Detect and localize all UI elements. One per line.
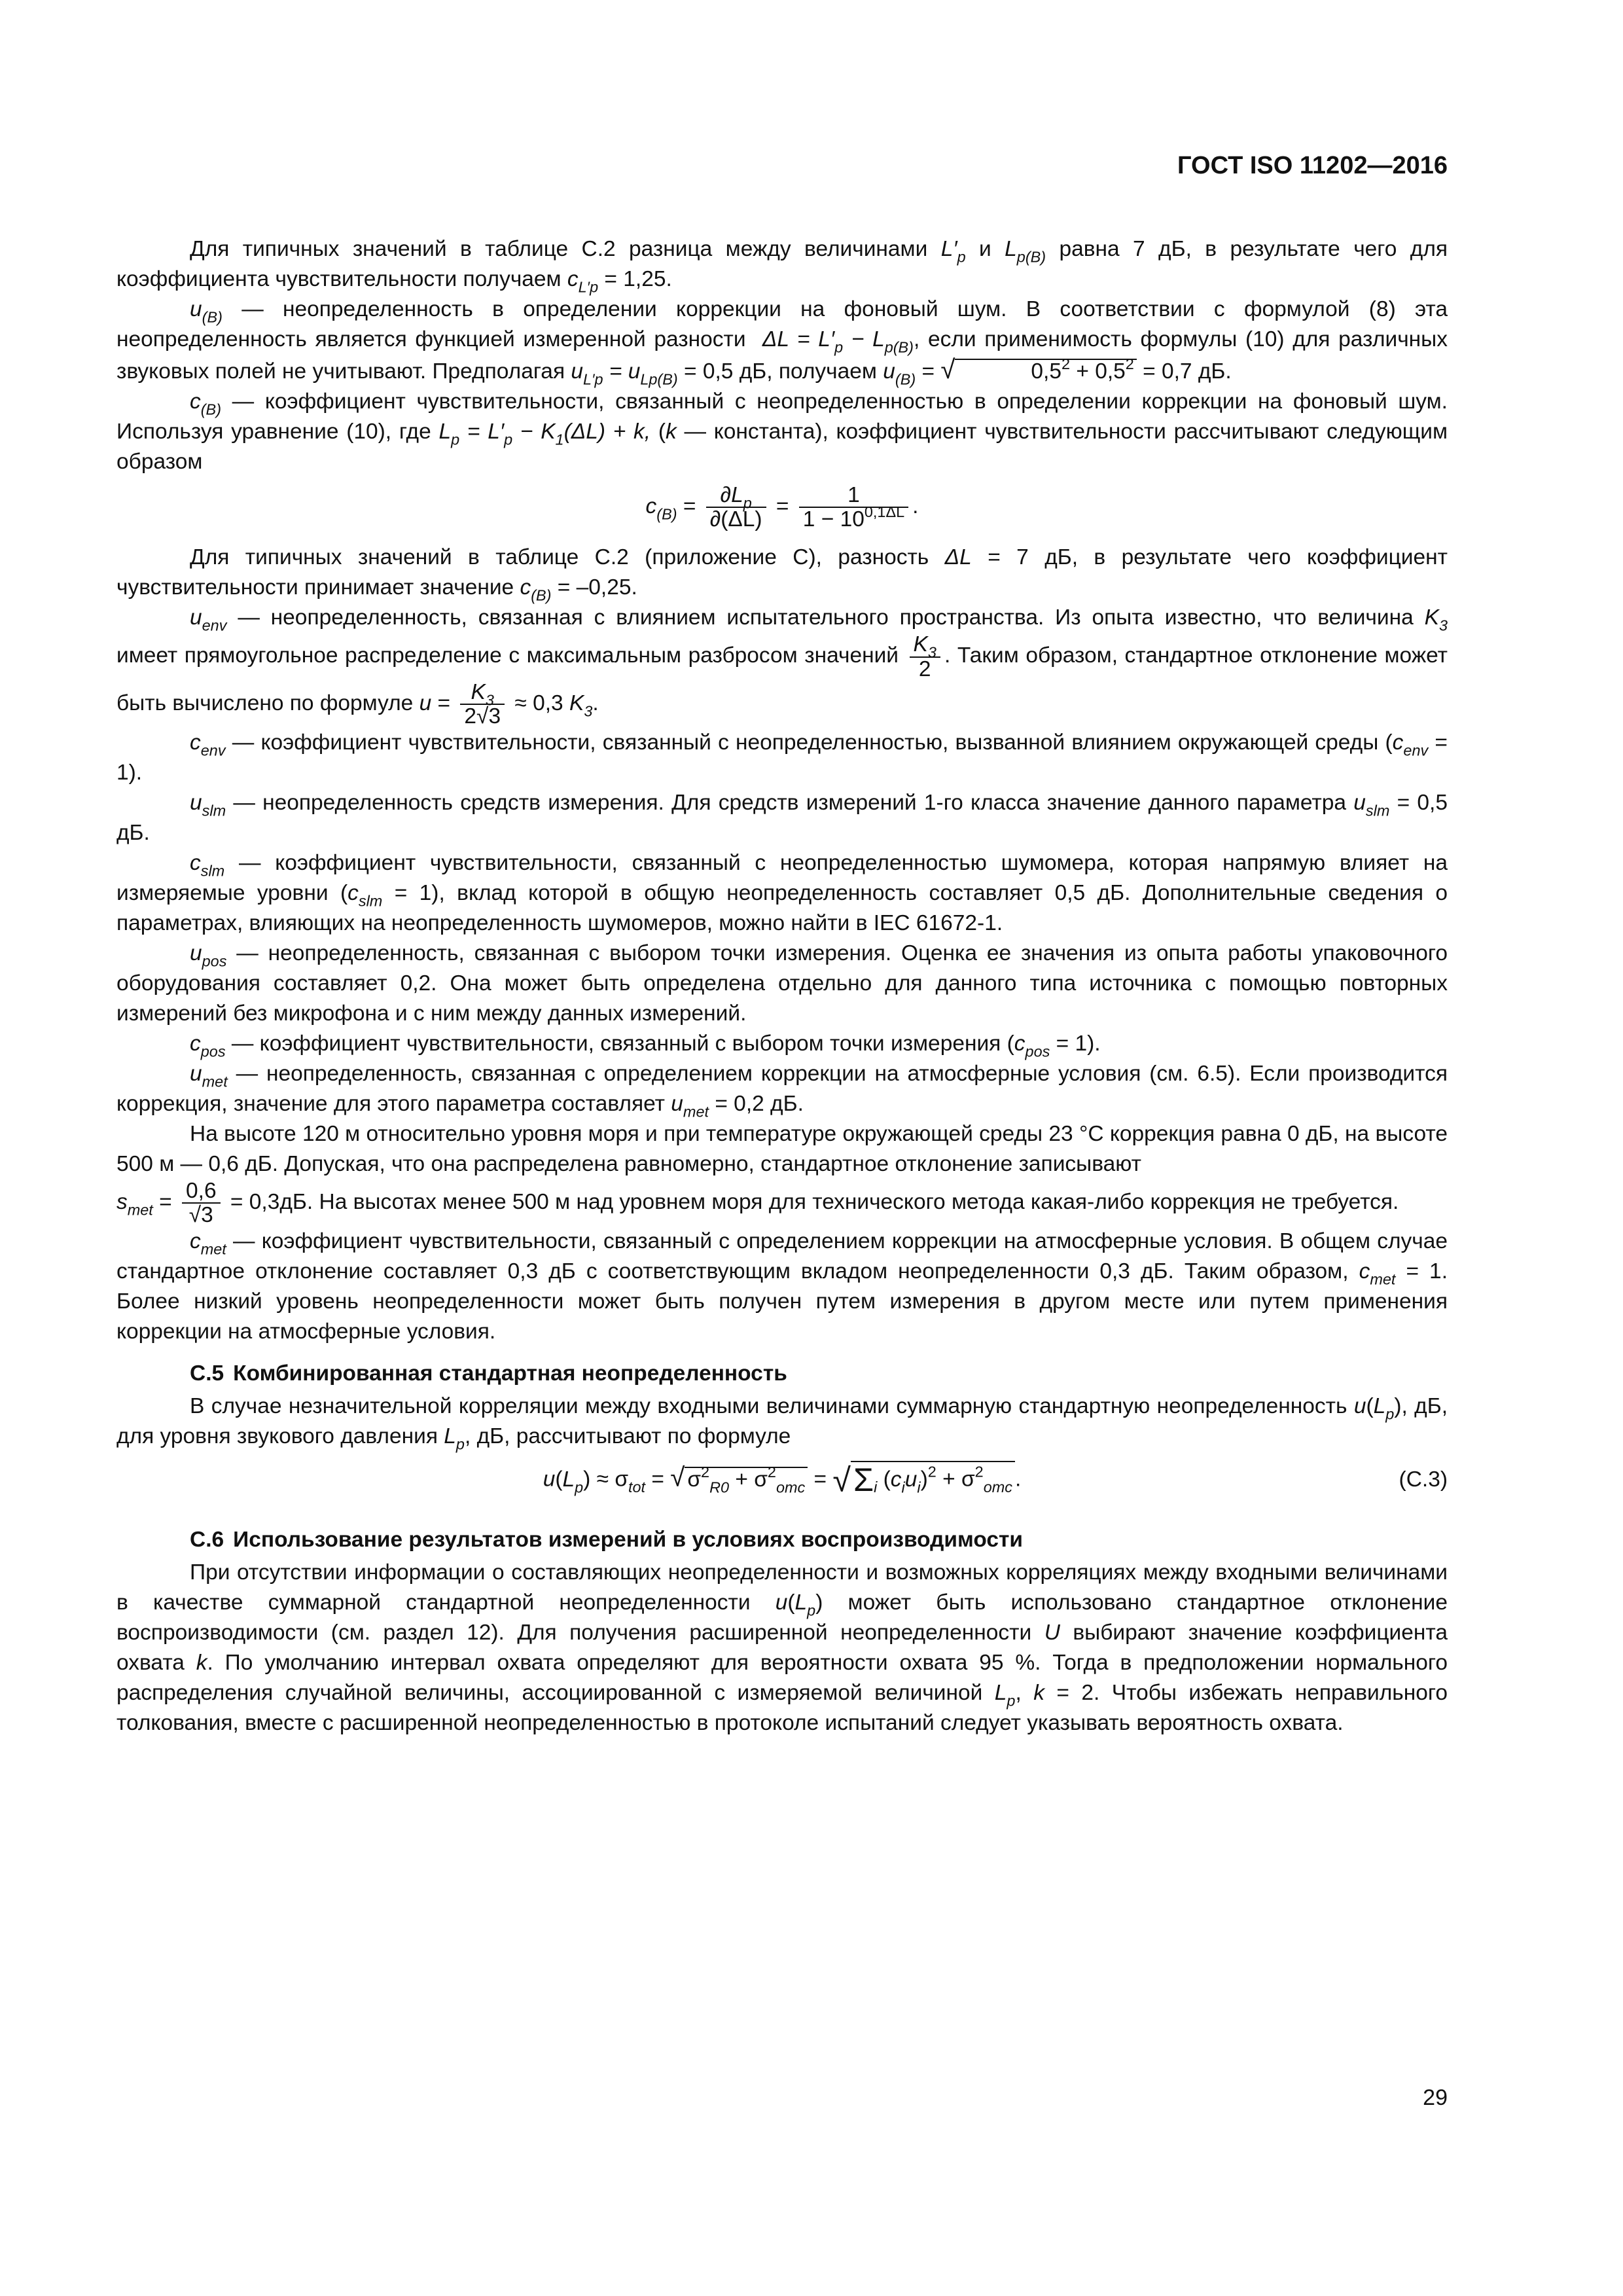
paragraph-c5: В случае незначительной корреляции между входными величинами суммарную стандартную неопределенность $u(L_p)$, дБ, для уровня звукового давления $L_p$, дБ, рассчитывают по формуле xyxy=(116,1394,1448,1453)
equation-c-b: $c_{(B)}$ = $\frac{\partial L_p}{\partial(\Delta L)}$ = $\frac{1}{1 - 10^{0,1\Delta L}}$ . xyxy=(645,483,919,532)
paragraph-sensitivity-lp: Для типичных значений в таблице С.2 разница между величинами $L'_p$ и $L_{p(B)}$ равна 7 дБ, в результате чего для коэффициента чувствительности получаем $c_{L'p} = 1,25$. xyxy=(116,237,1448,296)
paragraph-c-b: $c_{(B)}$ — коэффициент чувствительности, связанный с неопределенностью в определении коррекции на фоновый шум. Используя уравнение (10), где $L_p = L'_p - K_1(\Delta L) + k$, (k — константа), коэффициент чувствительности рассчитывают следующим образом xyxy=(116,389,1448,474)
document-header: ГОСТ ISO 11202—2016 xyxy=(1177,152,1448,179)
equation-c3: $u(L_p) \approx \sigma_{tot}$ = √ $\sigma^2_{R0} + \sigma^2_{omc} = √\Sigma_i$ $(c_iu_i)^2 + \sigma^2_{omc}$ . (С.3) xyxy=(543,1462,1448,1499)
paragraph-c-env: $c_{env}$ — коэффициент чувствительности, связанный с неопределенностью, вызванной влиянием окружающей среды $(c_{env} = 1)$. xyxy=(116,730,1448,785)
paragraph-u-pos: $u_{pos}$ — неопределенность, связанная с выбором точки измерения. Оценка ее значения из опыта работы упаковочного оборудования составляет 0,2. Она может быть определена отдельно для данного типа источника с помощью повторных измерений без микрофона и с ним между данных измерений. xyxy=(116,941,1448,1026)
paragraph-delta-l: Для типичных значений в таблице С.2 (приложение С), разность ΔL = 7 дБ, в результате чего коэффициент чувствительности принимает значение $c_{(B)} = -0,25$. xyxy=(116,545,1448,604)
paragraph-c-slm: $c_{slm}$ — коэффициент чувствительности, связанный с неопределенностью шумомера, которая напрямую влияет на измеряемые уровни $(c_{slm} = 1)$, вклад которой в общую неопределенность составляет 0,5 дБ. Дополнительные сведения о параметрах, влияющих на неопределенность шумомеров, можно найти в IEC 61672-1. xyxy=(116,851,1448,936)
paragraph-c-pos: $c_{pos}$ — коэффициент чувствительности, связанный с выбором точки измерения $(c_{pos} = 1)$. xyxy=(190,1031,1101,1060)
paragraph-u-env: $u_{env}$ — неопределенность, связанная с влиянием испытательного пространства. Из опыта известно, что величина $K_3$ имеет прямоугольное распределение с максимальным разбросом значений $\frac{K_3}{2}$ . Таким образом, стандартное отклонение может быть вычислено по формуле u = $\frac{K_3}{2√3}$ ≈ 0,3 $K_3$. xyxy=(116,605,1448,728)
paragraph-u-slm: $u_{slm}$ — неопределенность средств измерения. Для средств измерений 1-го класса значение данного параметра $u_{slm} = 0,5$ дБ. xyxy=(116,791,1448,846)
page-body xyxy=(116,234,1448,1738)
paragraph-u-met: $u_{met}$ — неопределенность, связанная с определением коррекции на атмосферные условия (см. 6.5). Если производится коррекция, значение для этого параметра составляет $u_{met} = 0,2$ дБ. xyxy=(116,1062,1448,1121)
paragraph-u-b: $u_{(B)}$ — неопределенность в определении коррекции на фоновый шум. В соответствии с формулой (8) эта неопределенность является функцией измеренной разности $\Delta L = L'_p - L_{p(B)}$, если применимость формулы (10) для различных звуковых полей не учитывают. Предполагая $u_{L'p} = u_{Lp(B)} = 0,5$ дБ, получаем $u_{(B)}$ = √ $0,5^2 + 0,5^2 = 0,7$ дБ. xyxy=(116,297,1448,388)
page-number: 29 xyxy=(1423,2085,1448,2110)
section-c5-heading: С.5 Комбинированная стандартная неопределенность xyxy=(190,1361,787,1386)
equation-number: (С.3) xyxy=(1399,1467,1448,1492)
paragraph-altitude: На высоте 120 м относительно уровня моря и при температуре окружающей среды 23 °С коррекция равна 0 дБ, на высоте 500 м — 0,6 дБ. Допуская, что она распределена равномерно, стандартное отклонение записывают $s_{met}$ = $\frac{0,6}{√3}$ = 0,3дБ. На высотах менее 500 м над уровнем моря для технического метода какая-либо коррекция не требуется. xyxy=(116,1122,1448,1228)
paragraph-c6: При отсутствии информации о составляющих неопределенности и возможных корреляциях между входными величинами в качестве суммарной стандартной неопределенности $u(L_p)$ может быть использовано стандартное отклонение воспроизводимости (см. раздел 12). Для получения расширенной неопределенности U выбирают значение коэффициента охвата k. По умолчанию интервал охвата определяют для вероятности охвата 95 %. Тогда в предположении нормального распределения случайной величины, ассоциированной с измеряемой величиной $L_p$, k = 2. Чтобы избежать неправильного толкования, вместе с расширенной неопределенностью в протоколе испытаний следует указывать вероятность охвата. xyxy=(116,1560,1448,1735)
paragraph-c-met: $c_{met}$ — коэффициент чувствительности, связанный с определением коррекции на атмосферные условия. В общем случае стандартное отклонение составляет 0,3 дБ с соответствующим вкладом неопределенности 0,3 дБ. Таким образом, $c_{met} = 1$. Более низкий уровень неопределенности может быть получен путем измерения в другом месте или путем применения коррекции на атмосферные условия. xyxy=(116,1229,1448,1344)
section-c6-heading: С.6 Использование результатов измерений в условиях воспроизводимости xyxy=(190,1527,1024,1552)
